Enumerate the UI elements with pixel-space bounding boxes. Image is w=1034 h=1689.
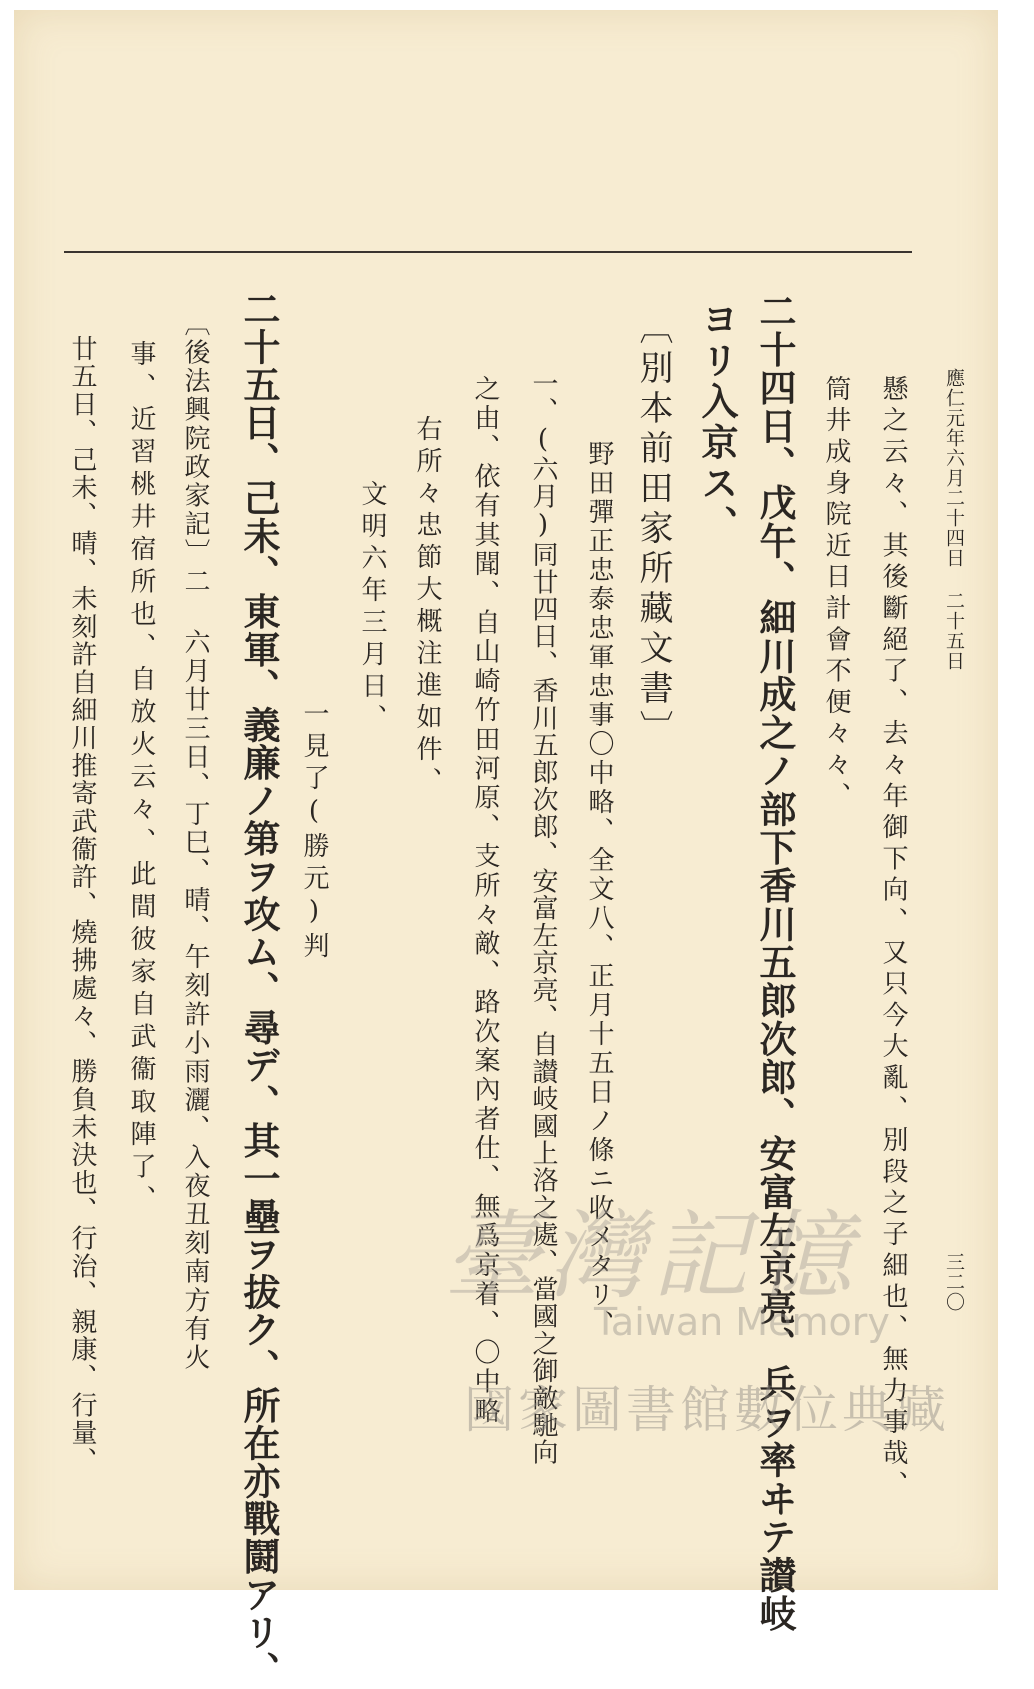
- text-line-25th: 廿五日、己未、晴、未刻許自細川推寄武衞許、燒拂處々、勝負未決也、行治、親康、行量、: [67, 335, 97, 1475]
- running-title: 應仁元年六月二十四日 二十五日: [943, 368, 965, 671]
- text-line-kagawa: 一、(六月)同廿四日、香川五郎次郎、安富左京亮、自讃岐國上洛之處、當國之御敵馳向: [528, 370, 558, 1466]
- watermark-english: Taiwan Memory: [594, 1300, 890, 1344]
- watermark-logo-chars: 臺灣記憶: [444, 1200, 860, 1312]
- entry-heading-24-cont: ヨリ入京ス、: [695, 300, 739, 546]
- text-line-kinju: 事、近習桃井宿所也、自放火云々、此間彼家自武衞取陣了、: [126, 340, 156, 1218]
- source-title-maeda: 〔別本前田家所藏文書〕: [633, 310, 673, 750]
- text-line-1: 懸之云々、其後斷絕了、去々年御下向、又只今大亂、別段之子細也、無力事哉、: [878, 375, 908, 1502]
- entry-heading-25: 二十五日、己未、東軍、義廉ノ第ヲ攻ム、尋デ、其一壘ヲ拔ク、所在亦戰鬪アリ、: [237, 290, 281, 1689]
- watermark-chinese: 國家圖書館數位典藏: [464, 1381, 950, 1439]
- book-page: [14, 10, 998, 1689]
- text-line-bunmei: 文明六年三月日、: [357, 480, 387, 736]
- text-line-chusetsu: 右所々忠節大概注進如件、: [412, 415, 442, 799]
- entry-heading-24: 二十四日、戊午、細川成之ノ部下香川五郎次郎、安富左京亮、兵ヲ率ヰテ讃岐: [753, 292, 797, 1633]
- page-number: 三二〇: [943, 1252, 965, 1312]
- text-line-yamazaki: 之由、依有其聞、自山崎竹田河原、支所々敵、路次案內者仕、無爲京着、〇中略: [470, 375, 500, 1427]
- text-line-2: 筒井成身院近日計會不便々々、: [821, 375, 851, 814]
- text-line-ikken: 一見了(勝元)判: [299, 700, 329, 964]
- text-line-nodan: 野田彈正忠泰忠軍忠事〇中略、全文八、正月十五日ノ條ニ收メタリ、: [584, 440, 614, 1339]
- source-title-gohoko: 〔後法興院政家記〕二 六月廿三日、丁巳、晴、午刻許小雨灑、入夜丑刻南方有火: [180, 310, 210, 1373]
- header-rule: [64, 251, 912, 253]
